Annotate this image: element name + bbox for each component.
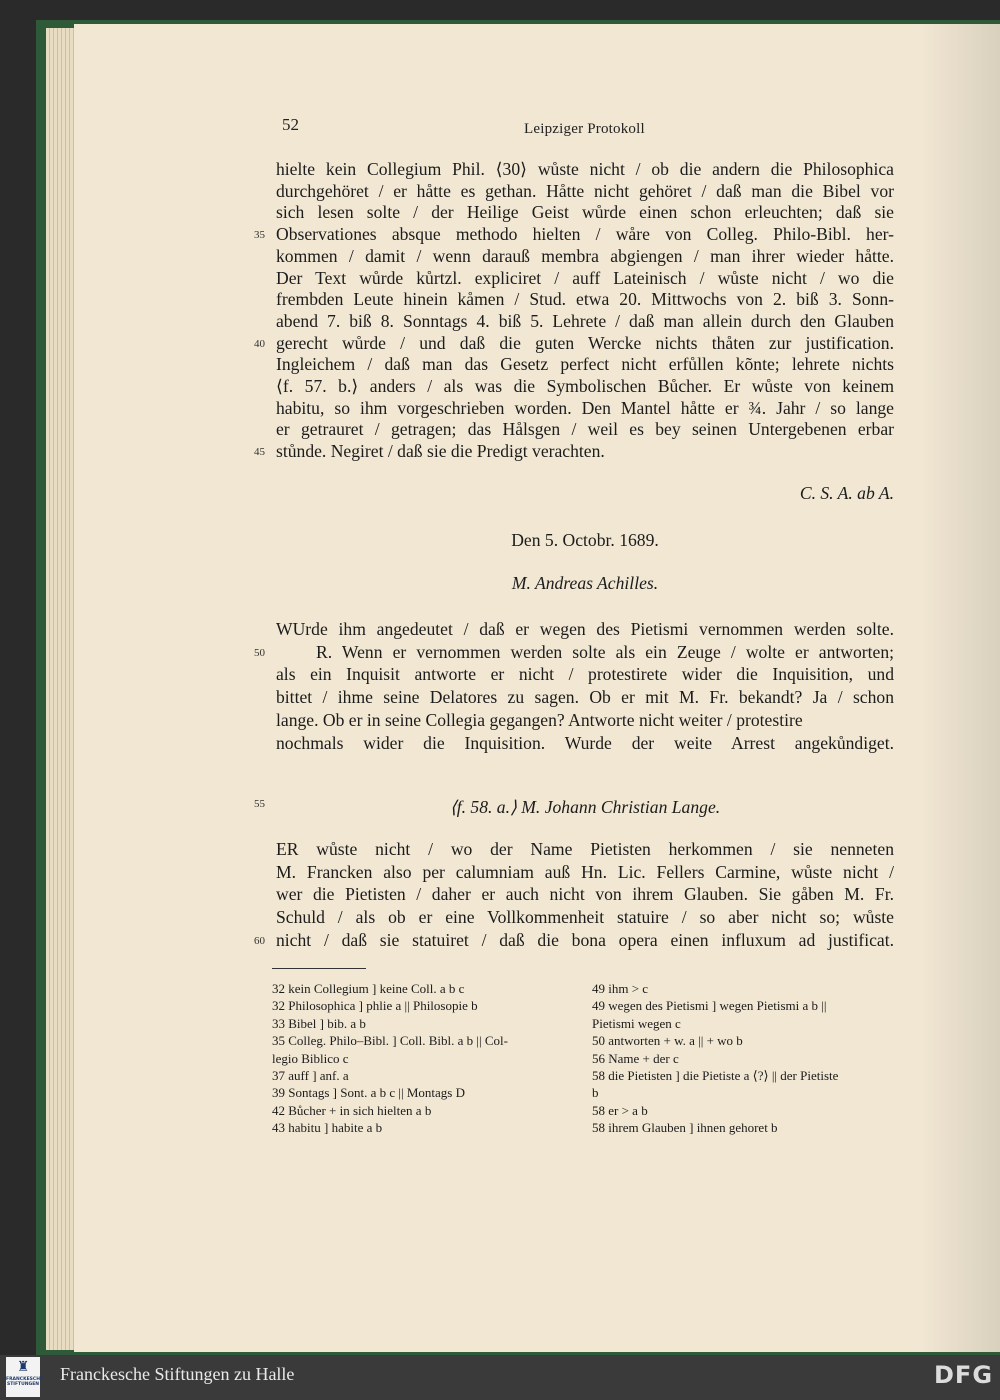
text-line: gerecht wůrde / und daß die guten Wercke nichts thåten zur justification. xyxy=(276,332,894,353)
line-number: 55 xyxy=(254,798,265,810)
text-line: kommen / damit / wenn darauß membra abgiengen / man ihrer wieder håtte. xyxy=(276,245,894,266)
date-heading: Den 5. Octobr. 1689. xyxy=(511,530,659,550)
text-line: lange. Ob er in seine Collegia gegangen? Antworte nicht weiter / protestire xyxy=(276,709,803,730)
footnote-entry: 33 Bibel ] bib. a b xyxy=(272,1015,366,1031)
footnote-entry: 39 Sontags ] Sont. a b c || Montags D xyxy=(272,1085,465,1101)
logo-text: FRANCKESCHE STIFTUNGEN xyxy=(6,1377,44,1387)
text-line: als ein Inquisit antworte er nicht / protestirete wider die Inquisition, und xyxy=(276,664,894,685)
footnote-entry: 35 Colleg. Philo–Bibl. ] Coll. Bibl. a b || Col- xyxy=(272,1033,508,1049)
footnote-entry: 32 Philosophica ] phlie a || Philosopie b xyxy=(272,998,478,1014)
page-number: 52 xyxy=(282,115,299,134)
footnote-entry: 49 wegen des Pietismi ] wegen Pietismi a b || xyxy=(592,998,827,1014)
footnote-entry: legio Biblico c xyxy=(272,1050,349,1066)
text-line: wer die Pietisten / daher er auch nicht von ihrem Glauben. Sie gåben M. Fr. xyxy=(276,884,894,905)
text-line: durchgehöret / er håtte es gethan. Håtte nicht gehöret / daß man die Bibel vor xyxy=(276,180,894,201)
signature: C. S. A. ab A. xyxy=(799,483,894,503)
text-line: ER wůste nicht / wo der Name Pietisten herkommen / sie nenneten xyxy=(276,839,894,859)
footer-label[interactable]: Franckesche Stiftungen zu Halle xyxy=(60,1364,295,1384)
text-line: sich lesen solte / der Heilige Geist wůrde einen schon erleuchten; daß sie xyxy=(276,202,894,223)
footnote-entry: 43 habitu ] habite a b xyxy=(272,1120,383,1136)
text-line: stůnde. Negiret / daß sie die Predigt verachten. xyxy=(276,441,605,462)
text-line: nochmals wider die Inquisition. Wurde der weite Arrest angekůndiget. xyxy=(276,732,894,753)
text-line: R. Wenn er vernommen werden solte als ein Zeuge / wolte er antworten; xyxy=(316,641,894,662)
text-line: M. Francken also per calumniam auß Hn. Lic. Fellers Carmine, wůste nicht / xyxy=(276,861,894,882)
text-line: abend 7. biß 8. Sonntags 4. biß 5. Lehrete / daß man allein durch den Glauben xyxy=(276,310,894,331)
person-heading-lange: ⟨f. 58. a.⟩ M. Johann Christian Lange. xyxy=(449,797,721,817)
gutter-shadow xyxy=(920,24,1000,1352)
line-number: 60 xyxy=(254,934,265,947)
footnote-rule xyxy=(272,968,366,969)
text-line: WUrde ihm angedeutet / daß er wegen des Pietismi vernommen werden solte. xyxy=(276,619,894,639)
footnote-entry: 49 ihm > c xyxy=(592,981,649,996)
text-line: frembden Leute hinein kåmen / Stud. etwa 20. Mittwochs von 2. biß 3. Sonn- xyxy=(276,289,894,310)
line-number: 35 xyxy=(254,229,265,242)
running-head: Leipziger Protokoll xyxy=(524,121,645,137)
footnote-entry: b xyxy=(592,1085,599,1101)
dfg-logo: DFG xyxy=(934,1361,994,1389)
footnote-entry: 42 Bůcher + in sich hielten a b xyxy=(272,1102,432,1118)
text-line: er getrauret / getragen; das Hålsgen / weil es bey seinen Untergebenen erbar xyxy=(276,419,894,440)
text-line: Observationes absque methodo hielten / wåre von Colleg. Philo-Bibl. her- xyxy=(276,224,894,245)
footnote-entry: 58 die Pietisten ] die Pietiste a ⟨?⟩ || der Pietiste xyxy=(592,1068,839,1083)
text-line: hielte kein Collegium Phil. ⟨30⟩ wůste nicht / ob die andern die Philosophica xyxy=(276,159,894,179)
footnote-entry: Pietismi wegen c xyxy=(592,1015,681,1031)
footnote-entry: 50 antworten + w. a || + wo b xyxy=(592,1033,743,1049)
text-line: bittet / ihme seine Delatores zu sagen. Ob er mit M. Fr. bekandt? Ja / schon xyxy=(276,687,894,708)
footnote-entry: 37 auff ] anf. a xyxy=(272,1068,349,1083)
footnote-entry: 58 er > a b xyxy=(592,1102,648,1118)
line-number: 40 xyxy=(254,337,265,350)
footnote-entry: 56 Name + der c xyxy=(592,1050,679,1066)
franckesche-logo xyxy=(6,1357,44,1397)
text-line: Schuld / als ob er eine Vollkommenheit statuire / so aber nicht so; wůste xyxy=(276,907,894,928)
text-line: habitu, so ihm vorgeschrieben worden. Den Mantel håtte er ¾. Jahr / so lange xyxy=(276,397,894,418)
line-number: 45 xyxy=(254,446,265,459)
person-heading-achilles: M. Andreas Achilles. xyxy=(511,573,659,593)
footnote-entry: 58 ihrem Glauben ] ihnen gehoret b xyxy=(592,1120,778,1136)
footnote-entry: 32 kein Collegium ] keine Coll. a b c xyxy=(272,981,465,996)
line-number: 50 xyxy=(254,646,265,659)
text-line: Ingleichem / daß man das Gesetz perfect nicht erfůllen kõnte; lehrete nichts xyxy=(276,354,894,375)
text-line: ⟨f. 57. b.⟩ anders / als was die Symbolischen Bůcher. Er wůste von keinem xyxy=(276,376,894,396)
emblem-icon: ♜ xyxy=(16,1359,30,1375)
text-line: nicht / daß sie statuiret / daß die bona opera einen influxum ad justificat. xyxy=(276,929,894,950)
text-line: Der Text wůrde kůrtzl. expliciret / auff Lateinisch / wůste nicht / wo die xyxy=(276,267,894,288)
